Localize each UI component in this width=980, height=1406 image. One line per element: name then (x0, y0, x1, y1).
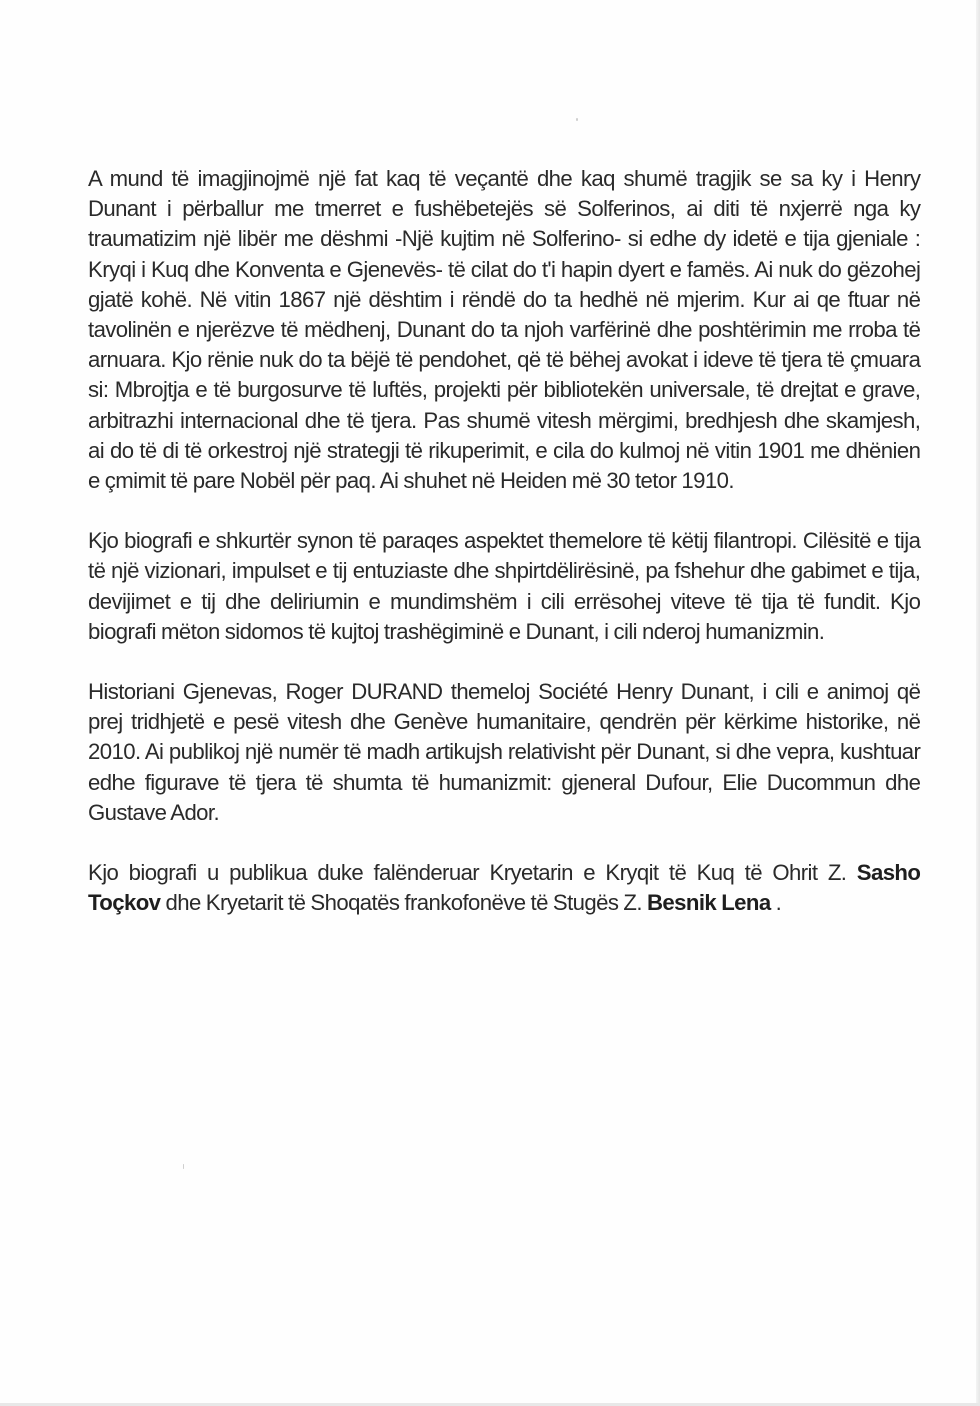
paragraph-author-note: Historiani Gjenevas, Roger DURAND themeloj Société Henry Dunant, i cili e animoj që prej tridhjetë e pesë vitesh dhe Genève humanitaire, qendrën për kërkime historike, në 2010. Ai publikoj një numër të madh artikujsh relativisht për Dunant, si dhe vepra, kushtuar edhe figurave të tjera të shumta të humanizmit: gjeneral Dufour, Elie Ducommun dhe Gustave Ador. (88, 679, 921, 825)
page-edge-shadow (976, 0, 980, 1406)
ack-name-sasho-tockov: Sasho Toçkov (88, 860, 921, 916)
ack-text-2: dhe Kryetarit të Shoqatës frankofonëve të Stugës Z. (160, 890, 648, 916)
document-body (88, 164, 920, 948)
paragraph-biography-purpose: Kjo biografi e shkurtër synon të paraqes aspektet themelore të këtij filantropi. Cilësitë e tija të një vizionari, impulset e tij entuziaste dhe shpirtdëlirësinë, pa fshehur dhe gabimet e tija, devijimet e tij dhe deliriumin e mundimshëm i cili errësohej viteve të tija të fundit. Kjo biografi mëton sidomos të kujtoj trashëgiminë e Dunant, i cili nderoj humanizmin. (88, 528, 921, 644)
scan-speck (183, 1164, 184, 1169)
scan-speck (576, 118, 578, 121)
ack-text-3: . (770, 890, 782, 916)
paragraph-biography-intro: A mund të imagjinojmë një fat kaq të veçantë dhe kaq shumë tragjik se sa ky i Henry Dunant i përballur me tmerret e fushëbetejës së Solferinos, ai diti të nxjerrë nga ky traumatizim një libër me dëshmi -Një kujtim në Solferino- si edhe dy idetë e tija gjeniale : Kryqi i Kuq dhe Konventa e Gjenevës- të cilat do t'i hapin dyert e famës. Ai nuk do gëzohej gjatë kohë. Në vitin 1867 një dështim i rëndë do ta hedhë në mjerim. Kur ai qe ftuar në tavolinën e njerëzve të mëdhenj, Dunant do ta njoh varfërinë dhe poshtërimin me rroba të arnuara. Kjo rënie nuk do ta bëjë të pendohet, që të bëhej avokat i ideve të tjera të çmuara si: Mbrojtja e të burgosurve të luftës, projekti për bibliotekën universale, të drejtat e grave, arbitrazhi internacional dhe të tjera. Pas shumë vitesh mërgimi, bredhjesh dhe skamjesh, ai do të di të orkestroj një strategji të rikuperimit, e cila do kulmoj në vitin 1901 me dhënien e çmimit të pare Nobël për paq. Ai shuhet në Heiden më 30 tetor 1910. (88, 166, 921, 494)
ack-name-besnik-lena: Besnik Lena (647, 890, 771, 916)
paragraph-acknowledgements (88, 858, 920, 918)
ack-text-1: Kjo biografi u publikua duke falënderuar Kryetarin e Kryqit të Kuq të Ohrit Z. (88, 860, 857, 886)
